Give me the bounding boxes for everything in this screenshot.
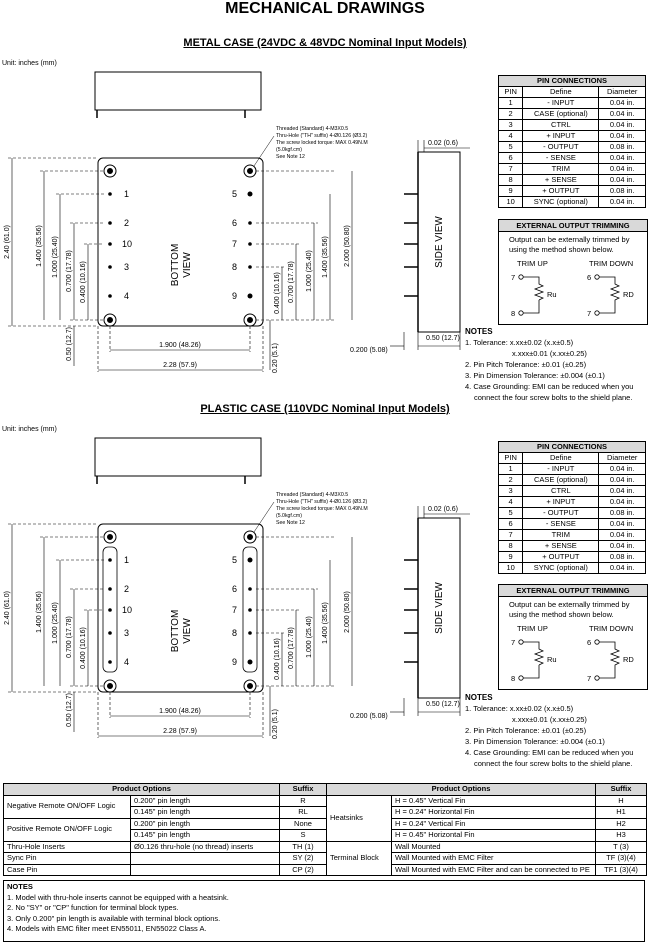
table-row: 10 SYNC (optional) 0.04 in. [499,197,646,208]
thread-note-line: (5.0kgf.cm) [276,513,302,519]
metal-case-title: METAL CASE (24VDC & 48VDC Nominal Input Models) [183,37,467,49]
svg-text:1.400 (35.56): 1.400 (35.56) [36,591,43,633]
metal-pin-connections-table: PIN CONNECTIONS PIN Define Diameter 1 - INPUT 0.04 in. 2 CASE (optional) 0.04 in. 3 CTRL 0.04 in. 4 + INPUT 0.04 in. 5 - OUTPUT 0.08 in. 6 - SENSE 0.04 in. 7 TRIM 0.04 in. 8 + SENSE 0.04 in. 9 + OUTPUT 0.08 in. 10 SYNC (optional) 0.04 in. [498,75,646,208]
svg-text:0.700 (17.78): 0.700 (17.78) [66,616,73,658]
pin-label: 5 [232,189,238,199]
thread-note-line: Thru-Hole ("TH" suffix) 4-Ø0.126 (Ø3.2) [276,499,368,505]
table-row: Negative Remote ON/OFF Logic 0.200" pin length R Heatsinks H = 0.45" Vertical Fin H [4,795,647,807]
table-row: 9 + OUTPUT 0.08 in. [499,552,646,563]
svg-text:0.02 (0.6): 0.02 (0.6) [428,140,458,147]
table-row: 10 SYNC (optional) 0.04 in. [499,563,646,574]
table-row: 3 CTRL 0.04 in. [499,120,646,131]
svg-text:0.50 (12.7): 0.50 (12.7) [66,327,73,361]
thread-note-line: The screw locked torque: MAX 0.49N.M [276,140,368,146]
pin-label: 9 [232,291,238,301]
svg-text:0.700 (17.78): 0.700 (17.78) [288,627,295,669]
svg-text:0.200 (5.08): 0.200 (5.08) [350,347,388,354]
table-row: Sync Pin SY (2) Wall Mounted with EMC Filter TF (3)(4) [4,853,647,865]
table-row: 0.145" pin length RL H = 0.24" Horizontal Fin H1 [4,807,647,819]
svg-text:0.400 (10.16): 0.400 (10.16) [80,627,87,669]
svg-text:2.28 (57.9): 2.28 (57.9) [163,728,197,735]
pin-label: 7 [232,605,238,615]
pin-label: 1 [124,555,130,565]
svg-text:1.400 (35.56): 1.400 (35.56) [322,236,329,278]
svg-text:1.000 (25.40): 1.000 (25.40) [52,602,59,644]
plastic-pin-connections-table: PIN CONNECTIONS PIN Define Diameter 1 - INPUT 0.04 in. 2 CASE (optional) 0.04 in. 3 CTRL 0.04 in. 4 + INPUT 0.04 in. 5 - OUTPUT 0.08 in. 6 - SENSE 0.04 in. 7 TRIM 0.04 in. 8 + SENSE 0.04 in. 9 + OUTPUT 0.08 in. 10 SYNC (optional) 0.04 in. [498,441,646,574]
pin-label: 10 [122,239,133,249]
table-row: 4 + INPUT 0.04 in. [499,497,646,508]
svg-text:Ru: Ru [547,655,557,664]
svg-text:8: 8 [511,674,516,683]
svg-text:1.400 (35.56): 1.400 (35.56) [36,225,43,267]
svg-text:7: 7 [511,273,516,282]
plastic-unit-label: Unit: inches (mm) [2,426,57,433]
pin-label: 7 [232,239,238,249]
bottom-notes: NOTES 1. Model with thru-hole inserts cannot be equipped with a heatsink. 2. No "SY" or "CP" function for terminal block types. 3. Only 0.200" pin length is available with terminal block options. 4. Models with EMC filter meet EN55011, EN55022 Class A. [3,880,645,942]
pin-label: 10 [122,605,133,615]
svg-text:2.000 (50.80): 2.000 (50.80) [344,591,351,633]
bottom-view-label: BOTTOM [170,243,181,287]
svg-text:1.000 (25.40): 1.000 (25.40) [52,236,59,278]
metal-mechanical-drawing [0,60,500,390]
pin-label: 3 [124,262,130,272]
pin-label: 6 [232,584,238,594]
table-row: 7 TRIM 0.04 in. [499,530,646,541]
svg-text:1.900 (48.26): 1.900 (48.26) [159,708,201,715]
svg-text:0.02 (0.6): 0.02 (0.6) [428,506,458,513]
thread-note-line: The screw locked torque: MAX 0.49N.M [276,506,368,512]
svg-text:0.50 (12.7): 0.50 (12.7) [426,335,460,342]
svg-text:1.900 (48.26): 1.900 (48.26) [159,342,201,349]
svg-text:2.000 (50.80): 2.000 (50.80) [344,225,351,267]
table-row: 6 - SENSE 0.04 in. [499,519,646,530]
svg-text:Ru: Ru [547,290,557,299]
table-row: 0.145" pin length S H = 0.45" Horizontal Fin H3 [4,830,647,842]
svg-text:RD: RD [623,290,634,299]
page-title: MECHANICAL DRAWINGS [225,0,425,17]
table-row: 3 CTRL 0.04 in. [499,486,646,497]
table-row: Positive Remote ON/OFF Logic 0.200" pin length None H = 0.24" Vertical Fin H2 [4,818,647,830]
svg-text:RD: RD [623,655,634,664]
table-row: 9 + OUTPUT 0.08 in. [499,186,646,197]
metal-trim-box: EXTERNAL OUTPUT TRIMMING Output can be externally trimmed by using the method shown below. TRIM UP TRIM DOWN 7 8 6 7 Ru RD [498,219,648,325]
product-options-table: Product Options Suffix Product Options Suffix Negative Remote ON/OFF Logic 0.200" pin length R Heatsinks H = 0.45" Vertical Fin H 0.145" pin length RL H = 0.24" Horizontal Fin H1 Positive Remote ON/OFF Logic 0.200" pin length None H = 0.24" Vertical Fin H2 0.145" pin length S H = 0.45" Horizontal Fin H3 Thru-Hole Inserts Ø0.126 thru-hole (no thread) inserts TH (1) Terminal Block Wall Mounted T (3) Sync Pin SY (2) Wall Mounted with EMC Filter TF (3)(4) Case Pin CP (2) Wall Mounted with EMC Filter and can be connected to PE TF1 (3)(4) [3,783,647,876]
svg-text:0.20 (5.1): 0.20 (5.1) [272,709,279,739]
table-row: 5 - OUTPUT 0.08 in. [499,508,646,519]
pin-label: 3 [124,628,130,638]
thread-note-line: Thru-Hole ("TH" suffix) 4-Ø0.126 (Ø3.2) [276,133,368,139]
thread-note-line: (5.0kgf.cm) [276,147,302,153]
svg-text:TRIM UP: TRIM UP [517,259,548,268]
svg-text:2.40 (61.0): 2.40 (61.0) [4,591,11,625]
table-row: 8 + SENSE 0.04 in. [499,175,646,186]
svg-text:1.000 (25.40): 1.000 (25.40) [306,250,313,292]
plastic-notes: NOTES 1. Tolerance: x.xx±0.02 (x.x±0.5) x.xxx±0.01 (x.xx±0.25) 2. Pin Pitch Tolerance: ±0.01 (±0.25) 3. Pin Dimension Tolerance: ±0.004 (±0.1) 4. Case Grounding: EMI can be reduced when you connect the four screw bolts to the shield plane. [465,693,634,768]
table-row: 5 - OUTPUT 0.08 in. [499,142,646,153]
pin-label: 1 [124,189,130,199]
plastic-mechanical-drawing [0,426,500,756]
table-row: 2 CASE (optional) 0.04 in. [499,475,646,486]
table-row: 4 + INPUT 0.04 in. [499,131,646,142]
pin-label: 8 [232,628,238,638]
svg-text:TRIM DOWN: TRIM DOWN [589,624,634,633]
thread-note-line: See Note 12 [276,520,305,526]
bottom-view-label-2: VIEW [182,252,193,278]
svg-text:0.700 (17.78): 0.700 (17.78) [66,250,73,292]
metal-unit-label: Unit: inches (mm) [2,60,57,67]
table-row: 2 CASE (optional) 0.04 in. [499,109,646,120]
bottom-view-label-2: VIEW [182,618,193,644]
svg-text:8: 8 [511,309,516,318]
plastic-trim-box: EXTERNAL OUTPUT TRIMMING Output can be externally trimmed by using the method shown below. TRIM UP TRIM DOWN 7 8 6 7 Ru RD [498,584,648,690]
trim-schematic [499,621,647,691]
table-row: Thru-Hole Inserts Ø0.126 thru-hole (no thread) inserts TH (1) Terminal Block Wall Mounted T (3) [4,841,647,853]
trim-schematic [499,256,647,326]
table-row: 7 TRIM 0.04 in. [499,164,646,175]
table-row: Case Pin CP (2) Wall Mounted with EMC Filter and can be connected to PE TF1 (3)(4) [4,864,647,876]
svg-text:0.50 (12.7): 0.50 (12.7) [66,693,73,727]
table-row: 1 - INPUT 0.04 in. [499,464,646,475]
svg-text:0.50 (12.7): 0.50 (12.7) [426,701,460,708]
svg-text:0.20 (5.1): 0.20 (5.1) [272,343,279,373]
bottom-view-label: BOTTOM [170,609,181,653]
svg-text:2.40 (61.0): 2.40 (61.0) [4,225,11,259]
pin-label: 4 [124,657,130,667]
svg-text:1.000 (25.40): 1.000 (25.40) [306,616,313,658]
thread-note-line: See Note 12 [276,154,305,160]
pin-label: 2 [124,584,130,594]
metal-notes: NOTES 1. Tolerance: x.xx±0.02 (x.x±0.5) x.xxx±0.01 (x.xx±0.25) 2. Pin Pitch Tolerance: ±0.01 (±0.25) 3. Pin Dimension Tolerance: ±0.004 (±0.1) 4. Case Grounding: EMI can be reduced when you connect the four screw bolts to the shield plane. [465,327,634,402]
pin-label: 8 [232,262,238,272]
svg-text:0.400 (10.16): 0.400 (10.16) [274,638,281,680]
svg-text:7: 7 [511,638,516,647]
svg-text:0.700 (17.78): 0.700 (17.78) [288,261,295,303]
svg-text:6: 6 [587,273,592,282]
side-view-label: SIDE VIEW [434,216,445,268]
svg-text:7: 7 [587,674,592,683]
svg-text:1.400 (35.56): 1.400 (35.56) [322,602,329,644]
svg-text:0.400 (10.16): 0.400 (10.16) [274,272,281,314]
svg-text:7: 7 [587,309,592,318]
thread-note-line: Threaded (Standard) 4-M3X0.5 [276,492,349,498]
pin-label: 4 [124,291,130,301]
table-row: 8 + SENSE 0.04 in. [499,541,646,552]
pin-label: 2 [124,218,130,228]
side-view-label: SIDE VIEW [434,582,445,634]
table-row: 6 - SENSE 0.04 in. [499,153,646,164]
plastic-case-title: PLASTIC CASE (110VDC Nominal Input Models) [200,403,450,415]
svg-text:0.400 (10.16): 0.400 (10.16) [80,261,87,303]
table-row: 1 - INPUT 0.04 in. [499,98,646,109]
pin-label: 5 [232,555,238,565]
svg-text:6: 6 [587,638,592,647]
pin-label: 6 [232,218,238,228]
svg-text:TRIM UP: TRIM UP [517,624,548,633]
svg-text:2.28 (57.9): 2.28 (57.9) [163,362,197,369]
thread-note-line: Threaded (Standard) 4-M3X0.5 [276,126,349,132]
pin-label: 9 [232,657,238,667]
svg-text:0.200 (5.08): 0.200 (5.08) [350,713,388,720]
svg-text:TRIM DOWN: TRIM DOWN [589,259,634,268]
